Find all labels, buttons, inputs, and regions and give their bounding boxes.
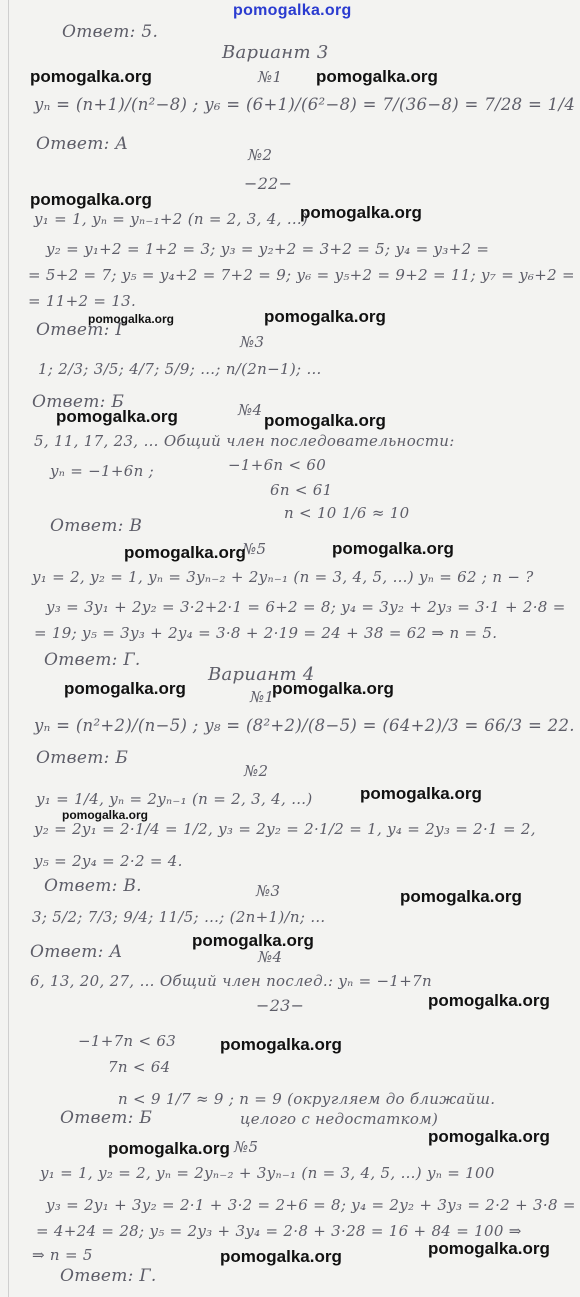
solution-line: ⇒ n = 5 xyxy=(32,1246,93,1264)
task-number: №2 xyxy=(244,762,269,780)
solution-line: y₂ = y₁+2 = 1+2 = 3; y₃ = y₂+2 = 3+2 = 5; y₄ = y₃+2 = xyxy=(46,240,490,258)
task-number: №4 xyxy=(238,401,263,419)
watermark-link[interactable]: pomogalka.org xyxy=(360,784,482,803)
solution-line: n < 10 1/6 ≈ 10 xyxy=(284,504,410,522)
variant-heading: Вариант 3 xyxy=(222,42,329,63)
solution-line: n < 9 1/7 ≈ 9 ; n = 9 (округляем до ближайш. xyxy=(118,1090,496,1108)
solution-line: = 19; y₅ = 3y₃ + 2y₄ = 3·8 + 2·19 = 24 + 38 = 62 ⇒ n = 5. xyxy=(34,624,498,642)
task-number: №3 xyxy=(240,333,265,351)
solution-line: y₃ = 3y₁ + 2y₂ = 3·2+2·1 = 6+2 = 8; y₄ = 3y₂ + 2y₃ = 3·1 + 2·8 = xyxy=(46,598,566,616)
watermark-link[interactable]: pomogalka.org xyxy=(108,1139,230,1158)
solution-line: = 4+24 = 28; y₅ = 2y₃ + 3y₄ = 2·8 + 3·28 = 16 + 84 = 100 ⇒ xyxy=(36,1222,522,1240)
solution-line: 3; 5/2; 7/3; 9/4; 11/5; …; (2n+1)/n; … xyxy=(32,908,326,926)
solution-line: = 5+2 = 7; y₅ = y₄+2 = 7+2 = 9; y₆ = y₅+2 = 9+2 = 11; y₇ = y₆+2 = xyxy=(28,266,575,284)
solution-line: y₁ = 1/4, yₙ = 2yₙ₋₁ (n = 2, 3, 4, …) xyxy=(36,790,313,808)
solution-line: yₙ = (n²+2)/(n−5) ; y₈ = (8²+2)/(8−5) = (64+2)/3 = 66/3 = 22. xyxy=(34,716,575,735)
watermark-link[interactable]: pomogalka.org xyxy=(332,539,454,558)
solution-line: y₃ = 2y₁ + 3y₂ = 2·1 + 3·2 = 2+6 = 8; y₄ = 2y₂ + 3y₃ = 2·2 + 3·8 = xyxy=(46,1196,576,1214)
answer-line: Ответ: Б xyxy=(32,392,125,412)
solution-line: 7n < 64 xyxy=(108,1058,171,1076)
solution-line: −1+6n < 60 xyxy=(228,456,327,474)
watermark-link[interactable]: pomogalka.org xyxy=(124,543,246,562)
page-number: −22− xyxy=(244,174,293,193)
solution-line: 6, 13, 20, 27, … Общий член послед.: yₙ = −1+7n xyxy=(30,972,432,990)
solution-line: yₙ = −1+6n ; xyxy=(50,462,154,480)
watermark-link[interactable]: pomogalka.org xyxy=(428,1127,550,1146)
solution-line: целого с недостатком) xyxy=(240,1110,439,1128)
watermark-link[interactable]: pomogalka.org xyxy=(56,407,178,426)
task-number: №1 xyxy=(258,68,283,86)
answer-line: Ответ: А xyxy=(30,942,123,962)
answer-line: Ответ: Б xyxy=(60,1108,153,1128)
watermark-link[interactable]: pomogalka.org xyxy=(316,67,438,86)
answer-line: Ответ: Б xyxy=(36,748,129,768)
solution-line: 5, 11, 17, 23, … Общий член последовательности: xyxy=(34,432,455,450)
watermark-link[interactable]: pomogalka.org xyxy=(264,307,386,326)
answer-line: Ответ: A xyxy=(36,134,128,154)
watermark-link[interactable]: pomogalka.org xyxy=(62,808,149,822)
solution-line: y₂ = 2y₁ = 2·1/4 = 1/2, y₃ = 2y₂ = 2·1/2 = 1, y₄ = 2y₃ = 2·1 = 2, xyxy=(34,820,536,838)
watermark-link[interactable]: pomogalka.org xyxy=(30,67,152,86)
answer-line: Ответ: В xyxy=(50,516,143,536)
header-watermark[interactable]: pomogalka.org xyxy=(233,2,352,19)
solution-line: 1; 2/3; 3/5; 4/7; 5/9; …; n/(2n−1); … xyxy=(38,360,322,378)
solution-line: −1+7n < 63 xyxy=(78,1032,177,1050)
solution-line: y₁ = 1, yₙ = yₙ₋₁+2 (n = 2, 3, 4, …) xyxy=(34,210,309,228)
task-number: №3 xyxy=(256,882,281,900)
watermark-link[interactable]: pomogalka.org xyxy=(64,679,186,698)
watermark-link[interactable]: pomogalka.org xyxy=(30,190,152,209)
answer-line: Ответ: Г. xyxy=(44,650,141,670)
watermark-link[interactable]: pomogalka.org xyxy=(220,1035,342,1054)
answer-line: Ответ: В. xyxy=(44,876,142,896)
solution-line: yₙ = (n+1)/(n²−8) ; y₆ = (6+1)/(6²−8) = 7/(36−8) = 7/28 = 1/4 xyxy=(34,95,576,114)
answer-line: Ответ: Г xyxy=(36,320,127,340)
solution-line: y₅ = 2y₄ = 2·2 = 4. xyxy=(34,852,183,870)
task-number: №2 xyxy=(248,146,273,164)
solution-line: y₁ = 1, y₂ = 2, yₙ = 2yₙ₋₂ + 3yₙ₋₁ (n = 3, 4, 5, …) yₙ = 100 xyxy=(40,1164,495,1182)
watermark-link[interactable]: pomogalka.org xyxy=(400,887,522,906)
watermark-link[interactable]: pomogalka.org xyxy=(300,203,422,222)
variant-heading: Вариант 4 xyxy=(208,664,315,685)
page-edge-line xyxy=(8,0,9,1297)
task-number: №4 xyxy=(258,948,283,966)
task-number: №5 xyxy=(234,1138,259,1156)
solution-line: 6n < 61 xyxy=(270,481,333,499)
solution-line: = 11+2 = 13. xyxy=(28,292,137,310)
answer-line: Ответ: 5. xyxy=(62,22,159,42)
page-number: −23− xyxy=(256,996,305,1015)
watermark-link[interactable]: pomogalka.org xyxy=(428,991,550,1010)
watermark-link[interactable]: pomogalka.org xyxy=(264,411,386,430)
solution-line: y₁ = 2, y₂ = 1, yₙ = 3yₙ₋₂ + 2yₙ₋₁ (n = 3, 4, 5, …) yₙ = 62 ; n − ? xyxy=(32,568,534,586)
task-number: №1 xyxy=(250,688,275,706)
watermark-link[interactable]: pomogalka.org xyxy=(88,312,175,326)
watermark-link[interactable]: pomogalka.org xyxy=(220,1247,342,1266)
watermark-link[interactable]: pomogalka.org xyxy=(192,931,314,950)
answer-line: Ответ: Г. xyxy=(60,1266,157,1286)
task-number: №5 xyxy=(242,540,267,558)
watermark-link[interactable]: pomogalka.org xyxy=(272,679,394,698)
watermark-link[interactable]: pomogalka.org xyxy=(428,1239,550,1258)
